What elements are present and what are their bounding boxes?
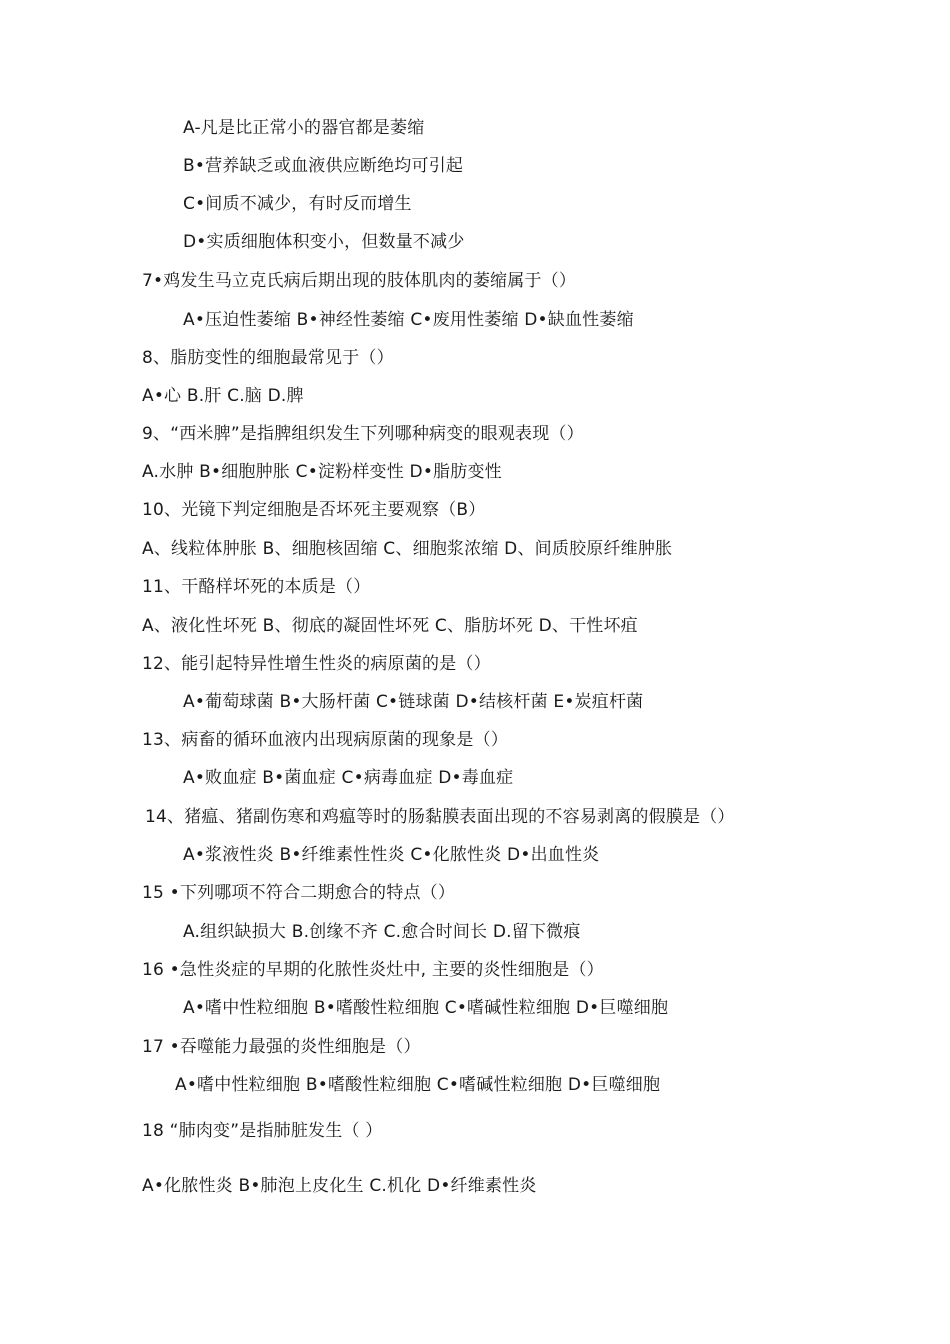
options-8: A•心 B.肝 C.脑 D.脾: [142, 386, 304, 406]
question-7: 7•鸡发生马立克氏病后期出现的肢体肌肉的萎缩属于（）: [142, 271, 577, 291]
options-16: A•嗜中性粒细胞 B•嗜酸性粒细胞 C•嗜碱性粒细胞 D•巨噬细胞: [183, 998, 669, 1018]
options-18: A•化脓性炎 B•肺泡上皮化生 C.机化 D•纤维素性炎: [142, 1176, 537, 1196]
options-7: A•压迫性萎缩 B•神经性萎缩 C•废用性萎缩 D•缺血性萎缩: [183, 310, 634, 330]
option-line-6c: C•间质不减少，有时反而增生: [183, 194, 412, 214]
question-16: 16 •急性炎症的早期的化脓性炎灶中, 主要的炎性细胞是（）: [142, 960, 604, 980]
question-18: 18 “肺肉变”是指肺脏发生（ ）: [142, 1121, 383, 1141]
question-13: 13、病畜的循环血液内出现病原菌的现象是（）: [142, 730, 509, 750]
options-17: A•嗜中性粒细胞 B•嗜酸性粒细胞 C•嗜碱性粒细胞 D•巨噬细胞: [175, 1075, 661, 1095]
options-9: A.水肿 B•细胞肿胀 C•淀粉样变性 D•脂肪变性: [142, 462, 502, 482]
options-12: A•葡萄球菌 B•大肠杆菌 C•链球菌 D•结核杆菌 E•炭疽杆菌: [183, 692, 644, 712]
options-15: A.组织缺损大 B.创缘不齐 C.愈合时间长 D.留下微痕: [183, 922, 581, 942]
question-14: 14、猪瘟、猪副伤寒和鸡瘟等时的肠黏膜表面出现的不容易剥离的假膜是（）: [145, 807, 735, 827]
options-10: A、线粒体肿胀 B、细胞核固缩 C、细胞浆浓缩 D、间质胶原纤维肿胀: [142, 539, 673, 559]
option-line-6d: D•实质细胞体积变小，但数量不减少: [183, 232, 465, 252]
question-11: 11、干酪样坏死的本质是（）: [142, 577, 371, 597]
question-10: 10、光镜下判定细胞是否坏死主要观察（B）: [142, 500, 486, 520]
question-9: 9、“西米脾”是指脾组织发生下列哪种病变的眼观表现（）: [142, 424, 584, 444]
option-line-6a: A-凡是比正常小的器官都是萎缩: [183, 118, 425, 138]
question-15: 15 •下列哪项不符合二期愈合的特点（）: [142, 883, 456, 903]
question-8: 8、脂肪变性的细胞最常见于（）: [142, 348, 394, 368]
options-14: A•浆液性炎 B•纤维素性性炎 C•化脓性炎 D•出血性炎: [183, 845, 600, 865]
option-line-6b: B•营养缺乏或血液供应断绝均可引起: [183, 156, 464, 176]
question-12: 12、能引起特异性增生性炎的病原菌的是（）: [142, 654, 491, 674]
options-11: A、液化性坏死 B、彻底的凝固性坏死 C、脂肪坏死 D、干性坏疽: [142, 616, 638, 636]
question-17: 17 •吞噬能力最强的炎性细胞是（）: [142, 1037, 421, 1057]
options-13: A•败血症 B•菌血症 C•病毒血症 D•毒血症: [183, 768, 514, 788]
